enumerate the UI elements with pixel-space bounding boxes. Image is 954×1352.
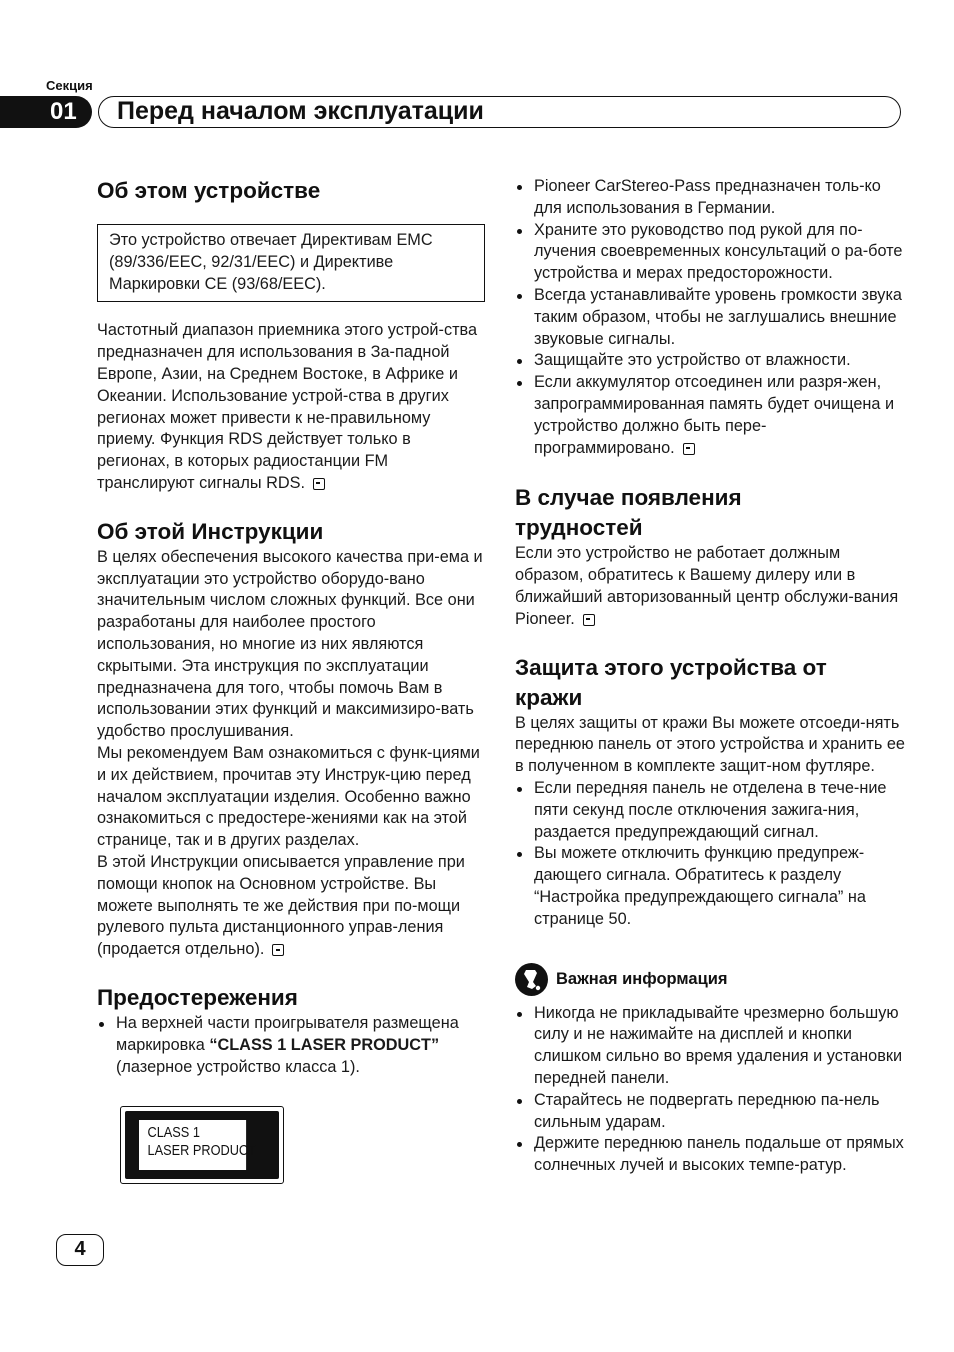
important-info-header [515, 963, 905, 996]
section-header [0, 96, 901, 130]
end-of-section-icon [583, 614, 595, 626]
heading-theft [515, 653, 905, 713]
heading-trouble [515, 483, 905, 543]
end-of-section-icon [683, 443, 695, 455]
end-of-section-icon [272, 944, 284, 956]
precautions-list [97, 1013, 485, 1078]
frequency-text: Частотный диапазон приемника этого устрой-ства предназначен для использования в За-падной Европе, Азии, на Среднем Востоке, в Африке и Океании. Использование устрой-ства в других регионах может привести к не-правильному приему. Функция RDS действует только в регионах, в которых радиостанции FM транслируют сигналы RDS. [97, 321, 478, 492]
heading-theft-line-2: кражи [515, 684, 583, 710]
important-list [515, 1003, 905, 1177]
left-column [97, 176, 485, 1184]
heading-trouble-line-1: В случае появления [515, 485, 742, 511]
laser-line-1: CLASS 1 [147, 1124, 200, 1142]
list-item: Держите переднюю панель подальше от прямых солнечных лучей и высоких темпе-ратур. [515, 1133, 905, 1177]
laser-label-frame [125, 1111, 279, 1179]
heading-about-device: Об этом устройстве [97, 178, 321, 203]
laser-item-marking: “CLASS 1 LASER PRODUCT” [209, 1035, 440, 1054]
emc-notice-text: Это устройство отвечает Директивам EMC (89/336/EEC, 92/31/EEC) и Директиве Маркировки CE (93/68/EEC). [109, 231, 433, 293]
emc-notice-box [97, 224, 485, 302]
heading-about-manual: Об этой Инструкции [97, 518, 324, 544]
section-title: Перед началом эксплуатации [98, 96, 901, 128]
important-info-title: Важная информация [556, 969, 728, 988]
heading-precautions: Предостережения [97, 984, 298, 1010]
heading-theft-line-1: Защита этого устройства от [515, 654, 827, 680]
list-item: Храните это руководство под рукой для по-лучения своевременных консультаций о ра-боте устройства и мерах предосторожности. [515, 220, 905, 285]
frequency-paragraph [97, 320, 485, 494]
manual-paragraph-3 [97, 852, 485, 961]
end-of-section-icon [313, 478, 325, 490]
laser-line-2: LASER PRODUCT [147, 1142, 256, 1160]
manual-paragraph-3-text: В этой Инструкции описывается управление при помощи кнопок на Основном устройстве. Вы можете выполнять те же действия при по-мощи рулевого пульта дистанционного управ-ления (продается отдельно). [97, 852, 465, 959]
laser-item-text-c: (лазерное устройство класса 1). [116, 1057, 360, 1076]
list-item: Вы можете отключить функцию предупреж-дающего сигнала. Обратитесь к разделу “Настройка предупреждающего сигнала” на странице 50. [515, 843, 905, 930]
manual-paragraph-1: В целях обеспечения высокого качества при-ема и эксплуатации это устройство оборудо-вано значительным числом сложных функций. Все они разработаны для наиболее простого использования, но многие из них являются скрытыми. Эта инструкция по эксплуатации предназначена для того, чтобы помочь Вам в использовании этих функций и максимизиро-вать удобство прослушивания. [97, 547, 483, 741]
list-item: Старайтесь не подвергать переднюю па-нель сильным ударам. [515, 1090, 905, 1134]
laser-label-text [139, 1120, 256, 1170]
section-label: Секция [46, 78, 93, 93]
important-info-icon [515, 963, 548, 996]
manual-paragraph-2: Мы рекомендуем Вам ознакомиться с функ-циями и их действием, прочитав эту Инструк-цию перед началом эксплуатации изделия. Особенно важно ознакомиться с предостере-жениями как на этой странице, так и в других разделах. [97, 743, 480, 850]
list-item [515, 372, 905, 459]
section-number: 01 [0, 96, 92, 128]
list-item-text: Если аккумулятор отсоединен или разря-жен, запрограммированная память будет очищена и устройство должно быть пере-программировано. [534, 373, 895, 457]
list-item: Защищайте это устройство от влажности. [515, 350, 905, 372]
trouble-text: Если это устройство не работает должным образом, обратитесь к Вашему дилеру или в ближайший авторизованный центр обслужи-вания Pioneer. [515, 544, 899, 628]
list-item [97, 1013, 485, 1078]
precautions-list-continued [515, 176, 905, 459]
theft-paragraph: В целях защиты от кражи Вы можете отсоеди-нять переднюю панель от этого устройства и хранить ее в полученном в комплекте защит-ном футляре. [515, 713, 905, 776]
trouble-paragraph [515, 543, 905, 630]
heading-trouble-line-2: трудностей [515, 515, 643, 541]
list-item: Никогда не прикладывайте чрезмерно большую силу и не нажимайте на дисплей и кнопки слишком сильно во время удаления и установки передней панели. [515, 1003, 905, 1090]
list-item: Всегда устанавливайте уровень громкости звука таким образом, чтобы не заглушались внешние звуковые сигналы. [515, 285, 905, 350]
theft-list [515, 778, 905, 931]
page-number: 4 [56, 1234, 104, 1266]
list-item: Если передняя панель не отделена в тече-ние пяти секунд после отключения зажига-ния, раздается предупреждающий сигнал. [515, 778, 905, 843]
right-column [515, 176, 905, 1177]
list-item: Pioneer CarStereo-Pass предназначен толь-ко для использования в Германии. [515, 176, 905, 220]
laser-item-text-a: На верхней части проигрывателя размещена маркировка [116, 1013, 459, 1054]
laser-product-label [120, 1106, 284, 1184]
